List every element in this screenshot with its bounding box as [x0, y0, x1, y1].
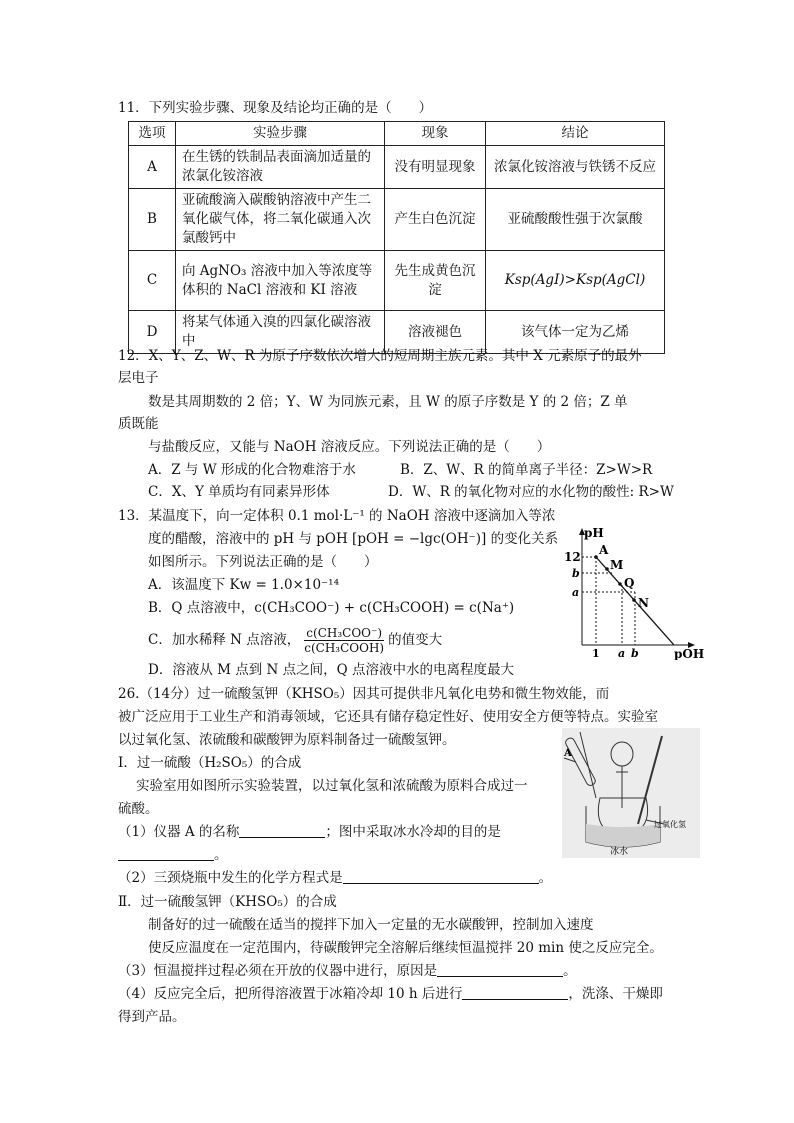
point-n: [632, 598, 636, 602]
q26-section-1: Ⅰ．过一硫酸（H₂SO₅）的合成: [118, 755, 302, 771]
q12-line5: 与盐酸反应，又能与 NaOH 溶液反应。下列说法正确的是（ ）: [148, 439, 551, 455]
phenomenon-cell: 产生白色沉淀: [385, 189, 486, 251]
q13-option-b: B．Q 点溶液中，c(CH₃COO⁻) + c(CH₃COOH) = c(Na⁺): [148, 600, 515, 616]
q26-line1: 26.（14分）过一硫酸氢钾（KHSO₅）因其可提供非凡氧化电势和微生物效能，而: [118, 686, 610, 702]
sub1-prefix: （1）仪器 A 的名称: [118, 824, 240, 840]
sub2-prefix: （2）三颈烧瓶中发生的化学方程式是: [118, 870, 343, 886]
option-cell: C: [129, 251, 176, 311]
y-tick-a: a: [572, 586, 580, 599]
q26-section-2-text1: 制备好的过一硫酸在适当的搅拌下加入一定量的无水碳酸钾，控制加入速度: [148, 917, 594, 933]
q26-section-2: Ⅱ．过一硫酸氢钾（KHSO₅）的合成: [118, 894, 337, 910]
label-n: N: [638, 596, 649, 610]
q13-option-a: A．该温度下 Kw = 1.0×10⁻¹⁴: [148, 577, 339, 593]
q13-line3: 如图所示。下列说法正确的是（ ）: [148, 554, 378, 570]
label-m: M: [610, 558, 624, 572]
ice-water: [586, 824, 660, 847]
q13-option-d: D．溶液从 M 点到 N 点之间，Q 点溶液中水的电离程度最大: [148, 662, 514, 678]
apparatus-figure: [562, 728, 700, 858]
q13-line1: 13．某温度下，向一定体积 0.1 mol·L⁻¹ 的 NaOH 溶液中逐滴加入等浓: [118, 508, 556, 524]
q26-section-2-text2: 使反应温度在一定范围内，待碳酸钾完全溶解后继续恒温搅拌 20 min 使之反应完全。: [148, 940, 663, 956]
step-cell: 向 AgNO₃ 溶液中加入等浓度等体积的 NaCl 溶液和 KI 溶液: [176, 251, 385, 311]
q12-option-c: C．X、Y 单质均有同素异形体: [148, 484, 330, 500]
y-axis-label: pH: [584, 526, 604, 540]
label-a: A: [599, 543, 609, 557]
q12-line3: 数是其周期数的 2 倍；Y、W 为同族元素，且 W 的原子序数是 Y 的 2 倍；Z 单: [148, 394, 628, 410]
conclusion-cell: 该气体一定为乙烯: [486, 311, 665, 354]
phenomenon-cell: 先生成黄色沉淀: [385, 251, 486, 311]
q13-option-c: [148, 622, 442, 658]
q13-option-c-prefix: C．加水稀释 N 点溶液，: [148, 632, 301, 648]
q13-line2: 度的醋酸，溶液中的 pH 与 pOH [pOH = −lgc(OH⁻)] 的变化关系: [148, 531, 559, 547]
x-tick-b: b: [631, 647, 639, 660]
option-cell: B: [129, 189, 176, 251]
phenomenon-cell: 没有明显现象: [385, 146, 486, 189]
table-row: [129, 251, 665, 311]
sub4-mid: ，洗涤、干燥即: [568, 986, 663, 1002]
ratio-denominator: c(CH₃COOH): [304, 641, 385, 655]
q26-sub2: [118, 868, 552, 888]
label-ice-water: 冰水: [610, 847, 629, 857]
q26-sub3: [118, 961, 577, 981]
q26-section-1-text2: 硫酸。: [118, 801, 159, 817]
q13-option-c-suffix: 的值变大: [388, 632, 443, 648]
point-q: [618, 582, 622, 586]
conclusion-cell: Ksp(AgI)>Ksp(AgCl): [486, 251, 665, 311]
x-tick-1: 1: [592, 647, 600, 660]
header-option: 选项: [129, 122, 176, 146]
option-cell: D: [129, 311, 176, 354]
answer-blank-ice-purpose[interactable]: [118, 846, 214, 861]
sub3-end: 。: [563, 963, 577, 979]
option-cell: A: [129, 146, 176, 189]
answer-blank-reason[interactable]: [437, 962, 563, 977]
conclusion-cell: 亚硫酸酸性强于次氯酸: [486, 189, 665, 251]
sub2-end: 。: [538, 870, 553, 886]
q26-line2: 被广泛应用于工业生产和消毒领域，它还具有储存稳定性好、使用安全方便等特点。实验室: [118, 709, 658, 725]
phenomenon-cell: 溶液褪色: [385, 311, 486, 354]
step-cell: 将某气体通入溴的四氯化碳溶液中: [176, 311, 385, 354]
q12-line2: 层电子: [118, 370, 159, 386]
q11-table: [128, 121, 665, 354]
point-a: [594, 555, 598, 559]
q26-sub4: [118, 984, 663, 1004]
q12-option-a: A．Z 与 W 形成的化合物难溶于水: [148, 462, 356, 478]
q26-sub1: [118, 822, 501, 842]
header-phenomenon: 现象: [385, 122, 486, 146]
y-tick-b: b: [572, 567, 580, 580]
concentration-ratio: [302, 626, 386, 655]
conclusion-cell: 浓氯化铵溶液与铁锈不反应: [486, 146, 665, 189]
ratio-numerator: c(CH₃COO⁻): [306, 626, 383, 640]
q26-section-1-text1: 实验室用如图所示实验装置，以过氧化氢和浓硫酸为原料合成过一: [136, 778, 528, 794]
sub3-prefix: （3）恒温搅拌过程必须在开放的仪器中进行，原因是: [118, 963, 438, 979]
q26-line3: 以过氧化氢、浓硫酸和碳酸钾为原料制备过一硫酸氢钾。: [118, 732, 456, 748]
point-m: [605, 567, 609, 571]
q26-sub4-line2: 得到产品。: [118, 1009, 186, 1025]
q12-option-d: D．W、R 的氧化物对应的水化物的酸性: R>W: [388, 484, 674, 500]
label-q: Q: [624, 576, 635, 590]
header-conclusion: 结论: [486, 122, 665, 146]
label-instrument-a: A: [564, 748, 572, 759]
table-header-row: [129, 122, 665, 146]
q11-stem: 11．下列实验步骤、现象及结论均正确的是（ ）: [118, 100, 433, 116]
q26-sub1-line2: [118, 845, 228, 865]
q12-line1: 12．X、Y、Z、W、R 为原子序数依次增大的短周期主族元素。其中 X 元素原子的最外: [118, 348, 642, 364]
sub1-end: 。: [214, 847, 228, 863]
sub1-mid: ；图中采取冰水冷却的目的是: [325, 824, 501, 840]
answer-blank-equation[interactable]: [343, 869, 539, 884]
q12-line4: 质既能: [118, 416, 159, 432]
answer-blank-instrument[interactable]: [239, 823, 325, 838]
x-axis-label: pOH: [674, 647, 705, 660]
x-tick-a: a: [618, 647, 626, 660]
step-cell: 亚硫酸滴入碳酸钠溶液中产生二氧化碳气体，将二氧化碳通入次氯酸钙中: [176, 189, 385, 251]
label-hydrogen-peroxide: 过氧化氢: [654, 820, 686, 829]
table-row: [129, 189, 665, 251]
header-step: 实验步骤: [176, 122, 385, 146]
answer-blank-operation[interactable]: [462, 985, 568, 1000]
step-cell: 在生锈的铁制品表面滴加适量的浓氯化铵溶液: [176, 146, 385, 189]
q12-option-b: B．Z、W、R 的简单离子半径：Z>W>R: [400, 462, 653, 478]
y-tick-12: 12: [564, 550, 581, 564]
sub4-prefix: （4）反应完全后，把所得溶液置于冰箱冷却 10 h 后进行: [118, 986, 463, 1002]
ph-poh-graph: [556, 525, 706, 660]
table-row: [129, 146, 665, 189]
